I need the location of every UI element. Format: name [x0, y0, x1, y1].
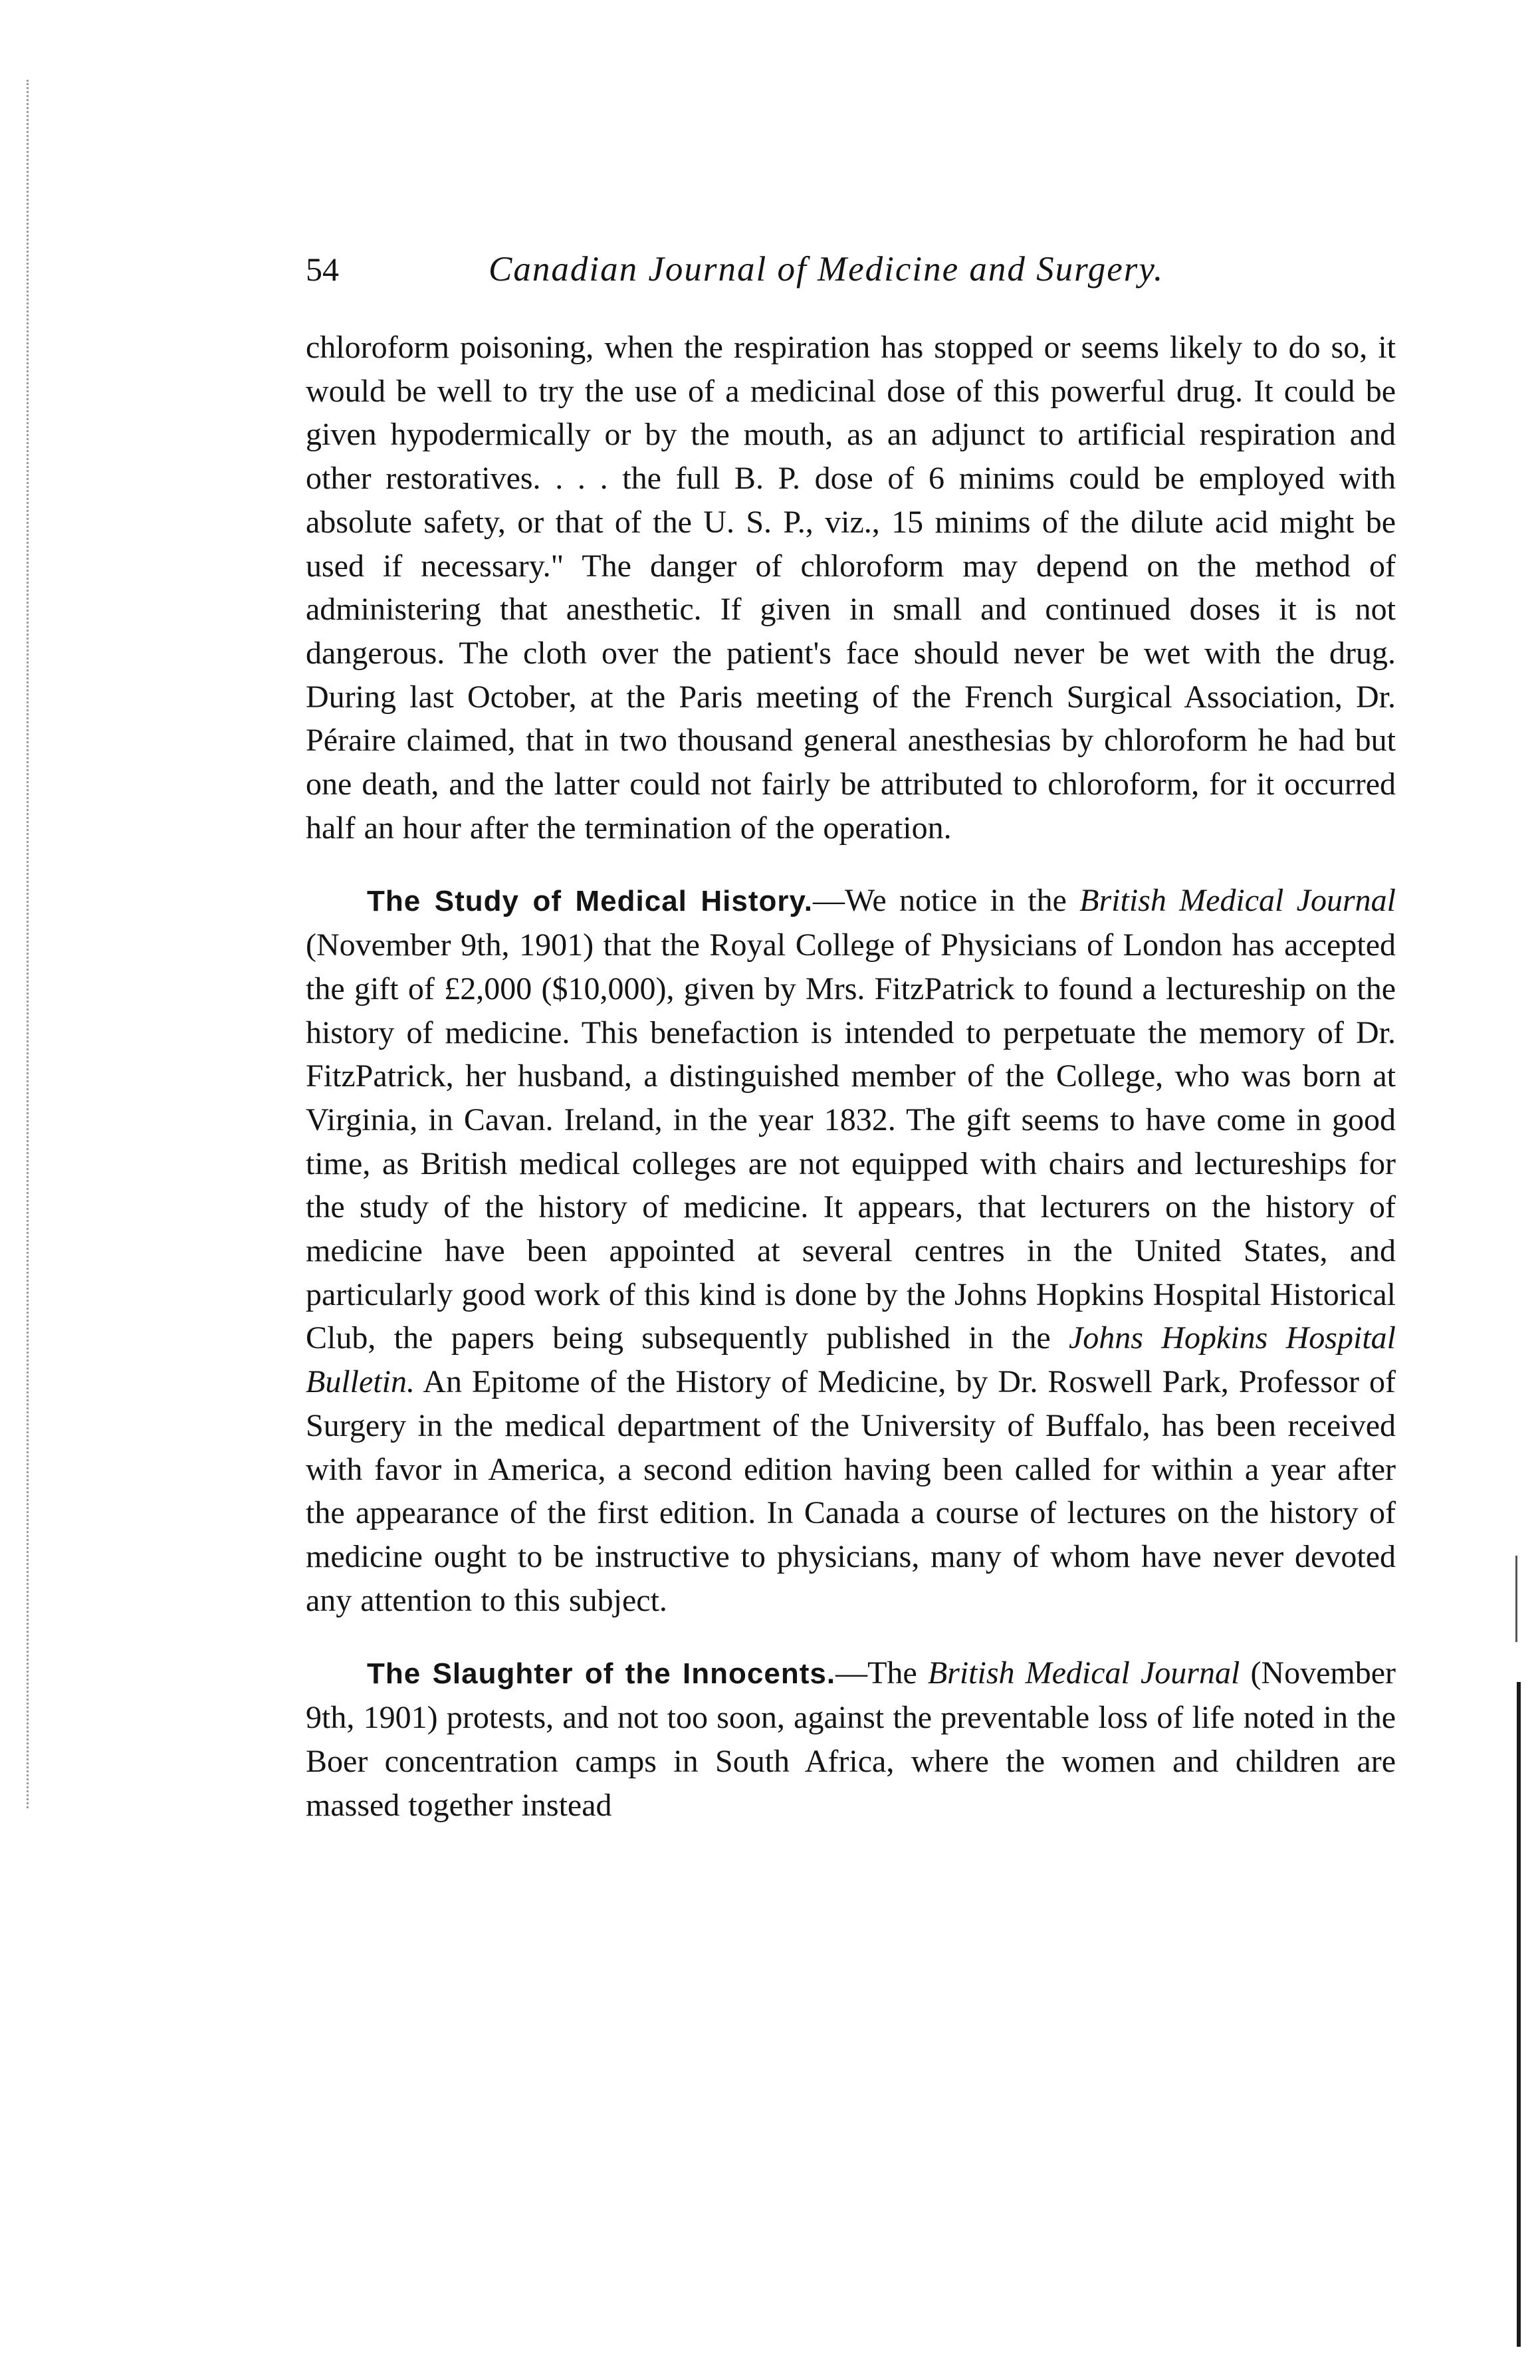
page-number: 54 — [306, 251, 339, 288]
scan-margin-dots — [27, 80, 31, 1808]
section-heading-slaughter-innocents: The Slaughter of the Innocents. — [367, 1657, 836, 1691]
journal-title-italic: British Medical Journal — [1079, 883, 1396, 919]
paragraph-slaughter-innocents — [306, 1651, 1396, 1827]
text-segment: —The — [835, 1655, 928, 1691]
paragraph-chloroform: chloroform poisoning, when the respiration has stopped or seems likely to do so, it would be well to try the use of a medicinal dose of this powerful drug. It could be given hypodermically or by the mouth, as an adjunct to artificial respiration and other restoratives. . . . the full B. P. dose of 6 minims could be employed with absolute safety, or that of the U. S. P., viz., 15 minims of the dilute acid might be used if necessary." The danger of chloroform may depend on the method of administering that anesthetic. If given in small and continued doses it is not dangerous. The cloth over the patient's face should never be wet with the drug. During last October, at the Paris meeting of the French Surgical Association, Dr. Péraire claimed, that in two thousand general anesthesias by chloroform he had but one death, and the latter could not fairly be attributed to chloroform, for it occurred half an hour after the termination of the operation. — [306, 330, 1396, 846]
text-segment: —We notice in the — [812, 883, 1080, 919]
article-body — [306, 326, 1396, 1827]
scan-edge-tick — [1515, 1556, 1517, 1642]
bulletin-title-italic: Johns Hopkins Hospital Bulletin. — [306, 1320, 1396, 1400]
journal-title-italic: British Medical Journal — [927, 1655, 1240, 1691]
paragraph-medical-history — [306, 879, 1396, 1622]
section-heading-medical-history: The Study of Medical History. — [367, 885, 813, 918]
text-segment: (November 9th, 1901) protests, and not too soon, against the preventable loss of life noted in the Boer concentration camps in South Africa, where the women and children are massed together instead — [306, 1655, 1396, 1823]
page-header — [306, 239, 1396, 299]
scan-edge-bar — [1517, 1682, 1521, 2347]
running-title: Canadian Journal of Medicine and Surgery. — [489, 250, 1164, 289]
text-segment: An Epitome of the History of Medicine, by Dr. Roswell Park, Professor of Surgery in the medical department of the University of Buffalo, has been received with favor in America, a second edition having been called for within a year after the appearance of the first edition. In Canada a course of lectures on the history of medicine ought to be instructive to physicians, many of whom have never devoted any attention to this subject. — [306, 1364, 1396, 1618]
text-segment: (November 9th, 1901) that the Royal College of Physicians of London has accepted the gift of £2,000 ($10,000), given by Mrs. FitzPatrick to found a lectureship on the history of medicine. This benefaction is intended to perpetuate the memory of Dr. FitzPatrick, her husband, a distinguished member of the College, who was born at Virginia, in Cavan. Ireland, in the year 1832. The gift seems to have come in good time, as British medical colleges are not equipped with chairs and lectureships for the study of the history of medicine. It appears, that lecturers on the history of medicine have been appointed at several centres in the United States, and particularly good work of this kind is done by the Johns Hopkins Hospital Historical Club, the papers being subsequently published in the — [306, 927, 1396, 1356]
